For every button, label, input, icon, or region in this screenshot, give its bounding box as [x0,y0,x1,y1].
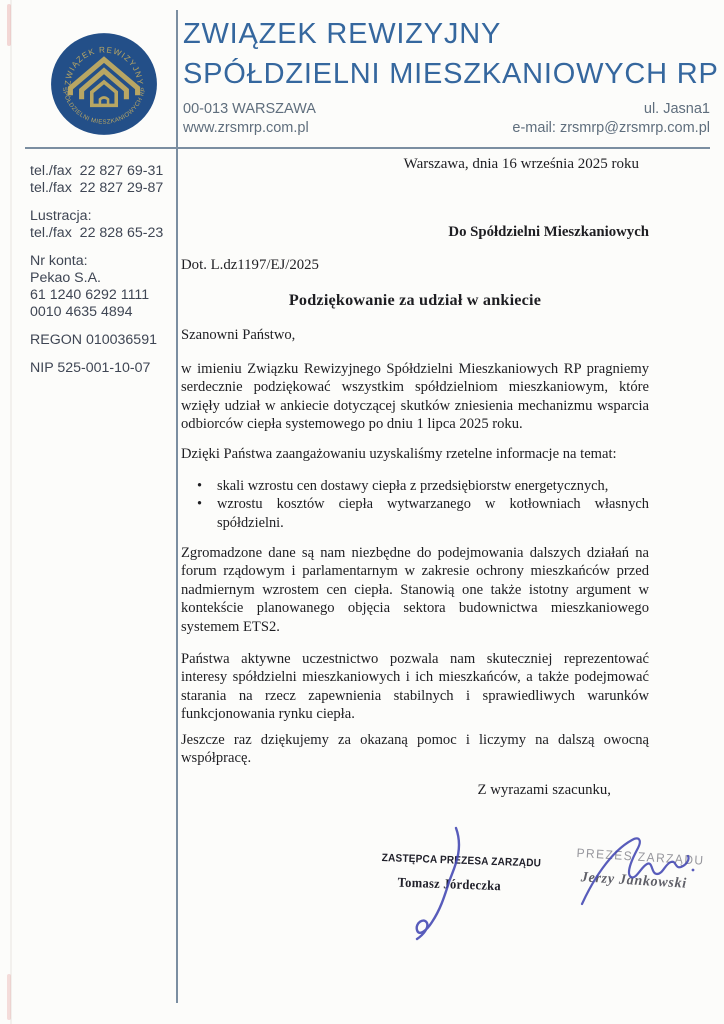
salutation: Szanowni Państwo, [181,327,296,343]
organization-seal-logo [48,28,160,140]
sidebar-line: tel./fax 22 827 69-31 [30,163,164,179]
contact-sidebar [30,163,175,377]
organization-name-line1: ZWIĄZEK REWIZYJNY [183,18,502,50]
paragraph-5: Jeszcze raz dziękujemy za okazaną pomoc i liczymy na dalszą owocną współpracę. [181,732,649,767]
postal-city: 00-013 WARSZAWA [183,101,316,117]
deputy-president-title: ZASTĘPCA PREZESA ZARZĄDU [381,852,542,870]
bullet-item: • wzrostu kosztów ciepła wytwarzanego w kotłowniach własnych spółdzielni. [181,495,649,532]
email: e-mail: zrsmrp@zrsmrp.com.pl [512,120,710,136]
paragraph-lead-in: Dzięki Państwa zaangażowaniu uzyskaliśmy rzetelne informacje na temat: [181,446,617,462]
subject-heading: Podziękowanie za udział w ankiecie [288,291,542,309]
reference-number: Dot. L.dz1197/EJ/2025 [181,257,319,273]
seal-text-top: ZWIĄZEK REWIZYJNY [63,45,145,86]
bullet-list [181,477,649,532]
dateline: Warszawa, dnia 16 września 2025 roku [403,156,639,172]
sidebar-line: Lustracja: [30,208,92,224]
sidebar-line: tel./fax 22 828 65-23 [30,225,164,241]
deputy-signature-ink [400,824,480,944]
header-horizontal-rule [25,147,710,149]
sidebar-line: Pekao S.A. [30,270,101,286]
president-title: PREZES ZARZĄDU [576,846,705,868]
organization-name [183,14,719,94]
sidebar-line: 0010 4635 4894 [30,304,133,320]
sidebar-line: tel./fax 22 827 29-87 [30,180,164,196]
organization-name-line2: SPÓŁDZIELNI MIESZKANIOWYCH RP [183,58,719,90]
vertical-divider-rule [176,10,178,1003]
sidebar-gap [30,349,175,360]
seal-text-bottom: SPÓŁDZIELNI MIESZKANIOWYCH RP [60,86,148,126]
closing-phrase: Z wyrazami szacunku, [477,782,611,798]
sidebar-line: 61 1240 6292 1111 [30,287,150,303]
president-name: Jerzy Jankowski [580,869,688,892]
website: www.zrsmrp.com.pl [183,120,309,136]
deputy-president-name: Tomasz Jórdeczka [397,874,502,894]
sidebar-gap [30,321,175,332]
scan-artifact-edge-line [10,0,12,1024]
paragraph-1: w imieniu Związku Rewizyjnego Spółdzielni Mieszkaniowych RP pragniemy serdecznie podziękować wszystkim spółdzielniom mieszkaniowym, które wzięły udział w ankiecie dotyczącej skutków zniesienia mechanizmu wsparcia odbiorców ciepła systemowego po dniu 1 lipca 2025 roku. [181,361,649,433]
address-block-right [512,100,710,138]
sidebar-gap [30,242,175,253]
sidebar-gap [30,197,175,208]
sidebar-line: REGON 010036591 [30,332,157,348]
street: ul. Jasna1 [643,101,710,117]
sidebar-line: NIP 525-001-10-07 [30,360,151,376]
paragraph-4: Państwa aktywne uczestnictwo pozwala nam skuteczniej reprezentować interesy spółdzielni mieszkaniowych i ich mieszkańców, a także podejmować starania na rzecz zapewnienia stabilnych i sprawiedliwych warunków funkcjonowania rynku ciepła. [181,651,649,723]
address-block-left [183,100,316,138]
bullet-item: • skali wzrostu cen dostawy ciepła z przedsiębiorstw energetycznych, [181,477,649,495]
scan-artifact-red-mark-top [7,4,11,46]
sidebar-line: Nr konta: [30,253,88,269]
addressee: Do Spółdzielni Mieszkaniowych [448,224,649,240]
president-signature-ink [576,830,704,912]
paragraph-3: Zgromadzone dane są nam niezbędne do podejmowania dalszych działań na forum rządowym i parlamentarnym w zakresie ochrony mieszkańców przed nadmiernym wzrostem cen ciepła. Stanowią one także istotny argument w kontekście planowanego objęcia sektora budownictwa mieszkaniowego systemem ETS2. [181,545,649,635]
scan-artifact-red-mark-bottom [7,974,11,1020]
